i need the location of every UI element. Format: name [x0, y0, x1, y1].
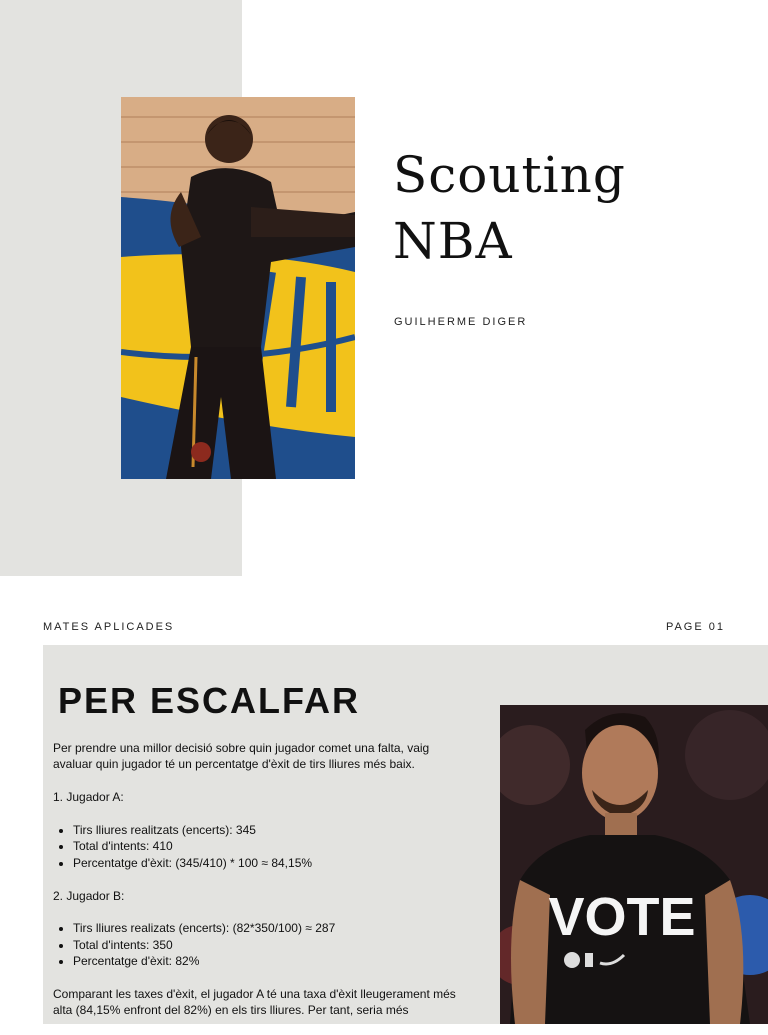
player-b-list [53, 920, 463, 969]
list-item: • Percentatge d'èxit: (345/410) * 100 ≈ 84,15% [73, 855, 463, 871]
list-item: • Total d'intents: 410 [73, 838, 463, 854]
cover-player-photo [121, 97, 355, 479]
player-b-label: 2. Jugador B: [53, 888, 125, 903]
document-title [393, 142, 626, 274]
list-item: • Total d'intents: 350 [73, 937, 463, 953]
player-a-list [53, 822, 463, 871]
title-line-2: NBA [393, 212, 513, 270]
section-body [53, 740, 463, 1035]
title-line-1: Scouting [393, 146, 626, 204]
section-heading: PER ESCALFAR [58, 680, 361, 721]
list-item: • Percentatge d'èxit: 82% [73, 953, 463, 969]
subject-label: MATES APLICADES [43, 621, 175, 633]
conclusion-paragraph: Comparant les taxes d'èxit, el jugador A té una taxa d'èxit lleugerament més alta (84,15% enfront del 82%) en els tirs lliures. Per tant, seria més [53, 987, 456, 1018]
list-item: • Tirs lliures realitzats (encerts): 345 [73, 822, 463, 838]
intro-paragraph: Per prendre una millor decisió sobre quin jugador comet una falta, vaig avaluar quin jugador té un percentatge d'èxit de tirs lliures més baix. [53, 741, 430, 772]
page-number: PAGE 01 [665, 621, 725, 633]
list-item: • Tirs lliures realizats (encerts): (82*350/100) ≈ 287 [73, 920, 463, 936]
section-player-photo [500, 705, 768, 1024]
author-name: GUILHERME DIGER [394, 316, 528, 328]
player-a-label: 1. Jugador A: [53, 790, 124, 805]
shirt-vote-text: VOTE [548, 887, 696, 947]
